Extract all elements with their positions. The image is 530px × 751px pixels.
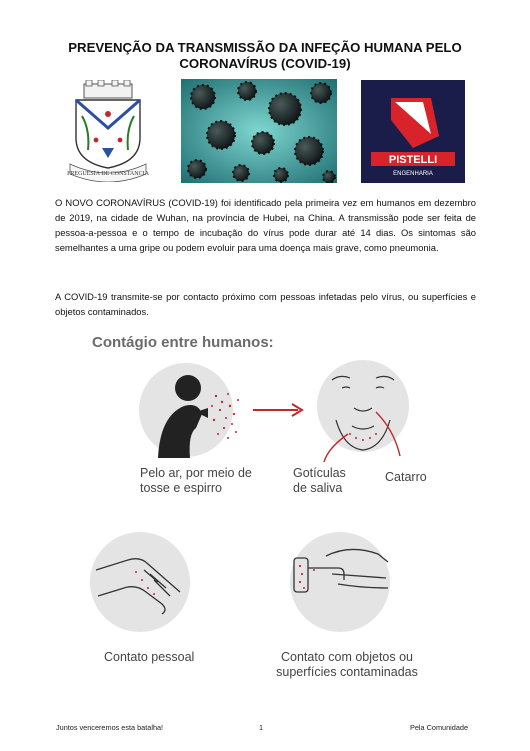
transmission-paragraph: A COVID-19 transmite-se por contacto próximo com pessoas infetadas pelo vírus, ou superfícies e objetos contaminados. [55,291,476,317]
title-line-2: CORONAVÍRUS (COVID-19) [179,56,351,71]
door-handle-illustration-circle [290,532,390,632]
caption-airborne-line-2: tosse e espirro [140,481,222,495]
face-illustration-circle [317,360,409,452]
caption-droplets-line-2: de saliva [293,481,343,495]
title-line-1: PREVENÇÃO DA TRANSMISSÃO DA INFEÇÃO HUMANA PELO [68,40,462,55]
caption-droplets-line-1: Gotículas [293,466,346,480]
intro-paragraph: O NOVO CORONAVÍRUS (COVID-19) foi identificado pela primeira vez em humanos em dezembro de 2019, na cidade de Wuhan, na província de Hubei, na China. A transmissão pode ser feita de pessoa-a-pessoa e o tempo de incubação do vírus pode durar até 14 dias. Os sintomas são semelhantes a uma gripe ou podem evoluir para uma doença mais grave, como pneumonia. [55,197,476,253]
caption-objects-contact [266,650,428,680]
logo-brand-text: PISTELLI [388,154,438,166]
contagion-infographic [88,330,440,690]
parish-coat-of-arms-logo [66,80,150,182]
caption-catarrh: Catarro [385,470,427,484]
caption-droplets [293,466,346,496]
handshake-illustration-circle [90,532,190,632]
logo-ribbon-text: FREGUESIA DE CONSTANCIA [67,171,149,177]
footer-page-number: 1 [259,723,264,732]
footer-right-text: Pela Comunidade [410,723,469,732]
footer-left-text: Juntos venceremos esta batalha! [56,723,164,732]
infographic-title: Contágio entre humanos: [92,334,274,351]
caption-objects-line-1: Contato com objetos ou [280,650,414,664]
virus-particles-image [181,79,337,183]
logo-sub-text: ENGENHARIA [393,171,433,177]
document-title [40,40,490,72]
caption-airborne [140,466,252,496]
caption-objects-line-2: superfícies contaminadas [276,665,418,679]
caption-airborne-line-1: Pelo ar, por meio de [140,466,252,480]
caption-personal-contact: Contato pessoal [104,650,195,664]
pistelli-engenharia-logo [361,80,465,183]
